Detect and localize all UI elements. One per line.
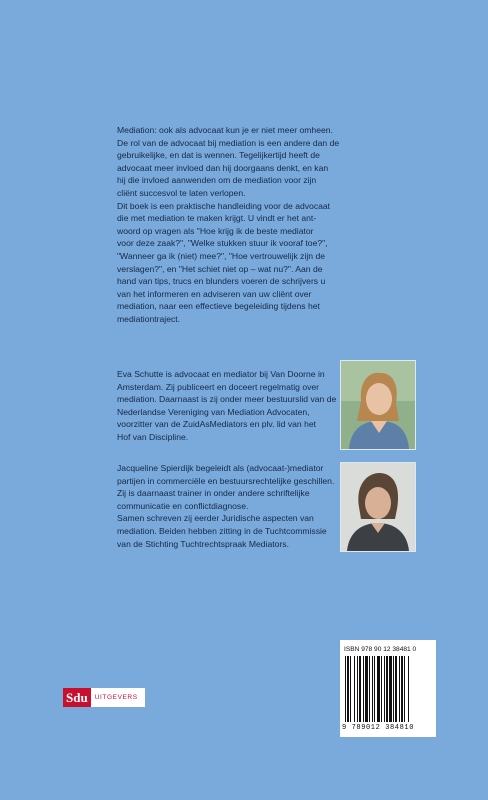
blurb-line: gebruikelijke, en dat is wennen. Tegelijkertijd heeft de (117, 150, 320, 161)
bio-line: Zij is daarnaast trainer in onder andere schriftelijke (117, 488, 310, 499)
author-bio-eva (117, 368, 339, 444)
barcode-bar (401, 656, 403, 722)
bio-line: mediation. Beiden hebben zitting in de Tuchtcommissie (117, 525, 327, 536)
bio-line: mediation. Daarnaast is zij onder meer bestuurslid van de (117, 394, 337, 405)
blurb-line: hij die invloed aanwenden om de mediation voor zijn (117, 175, 317, 186)
portrait-eva-illustration (341, 361, 415, 449)
bio-line: partijen in commerciële en bestuursrechtelijke geschillen. (117, 475, 335, 486)
isbn-label: ISBN 978 90 12 38481 0 (344, 646, 417, 653)
barcode-bar (384, 656, 385, 722)
bio-line: Nederlandse Vereniging van Mediation Advocaten, (117, 406, 310, 417)
barcode-bar (369, 656, 370, 722)
barcode-bar (363, 656, 364, 722)
blurb-line: advocaat meer invloed dan hij doorgaans denkt, en kan (117, 162, 329, 173)
blurb-line: mediationtraject. (117, 313, 181, 324)
publisher-logo-mark: Sdu (63, 688, 91, 707)
barcode-bar (386, 656, 388, 722)
author-bio-jacqueline (117, 462, 339, 550)
barcode-bar (377, 656, 380, 722)
blurb-line: die met mediation te maken krijgt. U vindt er het ant- (117, 213, 317, 224)
barcode-bar (359, 656, 361, 722)
barcode-bar (404, 656, 405, 722)
barcode-bar (372, 656, 373, 722)
author-photo-jacqueline (340, 462, 416, 552)
barcode-bar (365, 656, 368, 722)
blurb-line: verslagen?", en "Het schiet niet op – wat nu?". Aan de (117, 263, 323, 274)
barcode-bars (345, 656, 431, 722)
blurb-line: "Wanneer ga ik (niet) mee?", "Hoe vertrouwelijk zijn de (117, 250, 326, 261)
isbn-barcode (340, 640, 436, 737)
barcode-bar (389, 656, 392, 722)
blurb-line: mediation, naar een effectieve begeleiding tijdens het (117, 301, 320, 312)
barcode-bar (374, 656, 375, 722)
barcode-bar (381, 656, 382, 722)
blurb-line: van het informeren en adviseren van uw cliënt over (117, 288, 312, 299)
barcode-bar (408, 656, 409, 722)
barcode-bar (395, 656, 397, 722)
blurb-line: voor deze zaak?", "Welke stukken stuur ik vooraf toe?", (117, 238, 328, 249)
bio-line: Amsterdam. Zij publiceert en doceert regelmatig over (117, 381, 320, 392)
blurb-line: cliënt succesvol te laten verlopen. (117, 187, 246, 198)
bio-line: voorzitter van de ZuidAsMediators en plv. lid van het (117, 419, 317, 430)
blurb-line: De rol van de advocaat bij mediation is een andere dan de (117, 137, 340, 148)
barcode-bar (393, 656, 394, 722)
bio-line: van de Stichting Tuchtrechtspraak Mediators. (117, 538, 289, 549)
blurb-line: Mediation: ook als advocaat kun je er niet meer omheen. (117, 125, 333, 135)
bio-line: Jacqueline Spierdijk begeleidt als (advocaat-)mediator (117, 463, 324, 473)
publisher-logo (63, 688, 145, 707)
blurb-line: Dit boek is een praktische handleiding voor de advocaat (117, 200, 331, 211)
barcode-bar (347, 656, 349, 722)
barcode-bar (399, 656, 400, 722)
bio-line: Eva Schutte is advocaat en mediator bij Van Doorne in (117, 369, 325, 379)
publisher-logo-tagline: UITGEVERS (94, 694, 138, 701)
barcode-bar (345, 656, 346, 722)
portrait-jacqueline-illustration (341, 463, 415, 551)
bio-line: communicatie en conflictdiagnose. (117, 500, 249, 511)
barcode-bar (354, 656, 355, 722)
bio-line: Samen schreven zij eerder Juridische aspecten van (117, 513, 314, 524)
bio-line: Hof van Discipline. (117, 431, 189, 442)
barcode-bar (357, 656, 358, 722)
blurb-line: hand van tips, trucs en blunders voeren de schrijvers u (117, 276, 326, 287)
blurb-text (117, 124, 339, 326)
blurb-line: woord op vragen als "Hoe krijg ik de beste mediator (117, 225, 314, 236)
barcode-digits: 9 789012 384810 (342, 724, 415, 732)
barcode-bar (350, 656, 351, 722)
author-photo-eva (340, 360, 416, 450)
